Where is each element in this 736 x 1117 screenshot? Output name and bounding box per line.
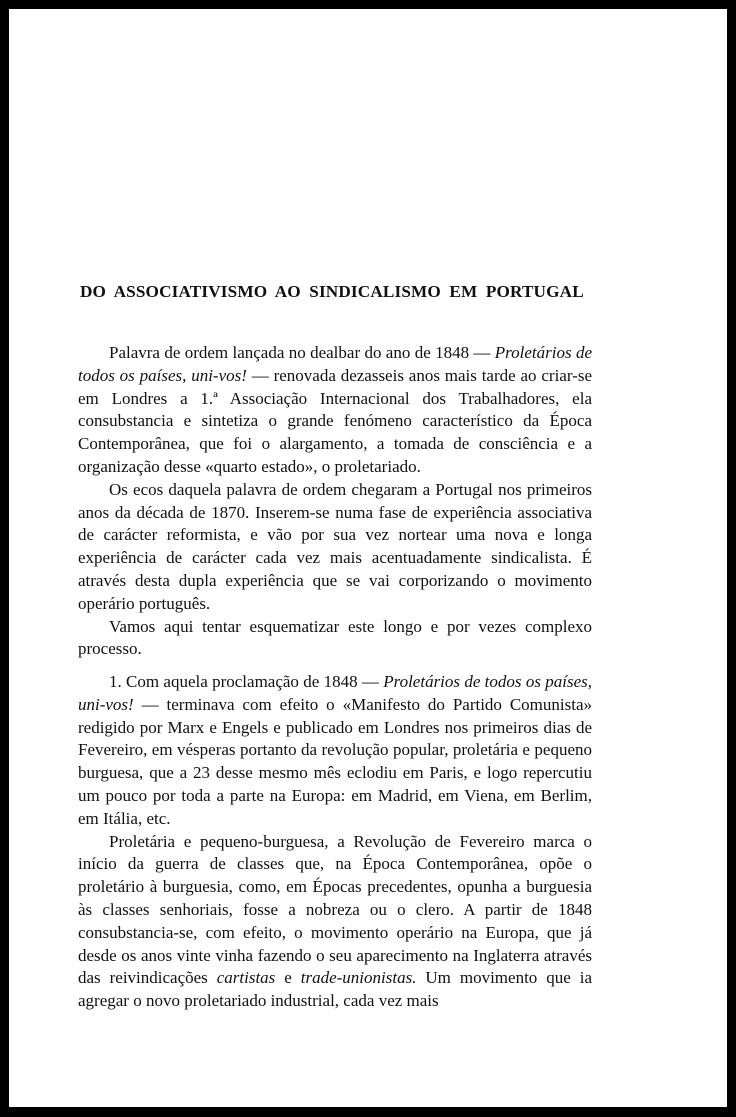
- italic-term: cartistas: [216, 968, 276, 988]
- text-run: Os ecos daquela palavra de ordem chegaram a Portugal nos primeiros anos da década de 1870. Inserem-se numa fase de experiência associativa de carácter reformista, e vão por sua vez nortear uma nova e longa experiência de carácter cada vez mais acentuadamente sindicalista. É através desta dupla experiência que se vai corporizando o movimento operário português.: [78, 479, 592, 613]
- text-run: e: [275, 968, 301, 988]
- text-run: Um movimento que ia agregar o novo proletariado industrial, cada vez mais: [78, 968, 592, 1011]
- text-run: 1. Com aquela proclamação de 1848 —: [109, 672, 384, 691]
- text-run: Vamos aqui tentar esquematizar este longo e por vezes complexo processo.: [78, 616, 592, 659]
- text-run: — terminava com efeito o «Manifesto do Partido Comunista» redigido por Marx e Engels e publicado em Londres nos primeiros dias de Fevereiro, em vésperas portanto da revolução popular, proletária e pequeno burguesa, que a 23 desse mesmo mês eclodiu em Paris, e logo repercutiu um pouco por toda a parte na Europa: em Madrid, em Viena, em Berlim, em Itália, etc.: [78, 694, 592, 828]
- paragraph: [78, 671, 592, 831]
- document-title: DO ASSOCIATIVISMO AO SINDICALISMO EM PORTUGAL: [80, 282, 584, 301]
- paragraph: [78, 616, 592, 662]
- text-run: Palavra de ordem lançada no dealbar do ano de 1848 —: [109, 343, 495, 362]
- text-run: — renovada dezasseis anos mais tarde ao criar-se em Londres a 1.ª Associação Internacional dos Trabalhadores, ela consubstancia e sintetiza o grande fenómeno característico da Época Contemporânea, que foi o alargamento, a tomada de consciência e a organização desse «quarto estado», o proletariado.: [78, 365, 592, 476]
- paragraph: [78, 479, 592, 616]
- italic-quote: Proletários de todos os países, uni-vos!: [78, 672, 592, 714]
- paragraph: [78, 831, 592, 1013]
- italic-quote: Proletários de todos os países, uni-vos!: [78, 343, 592, 385]
- text-run: Proletária e pequeno-burguesa, a Revolução de Fevereiro marca o início da guerra de classes que, na Época Contemporânea, opõe o proletário à burguesia, como, em Épocas precedentes, opunha a burguesia às classes senhoriais, fosse a nobreza ou o clero. A partir de 1848 consubstancia-se, com efeito, o movimento operário na Europa, que já desde os anos vinte vinha fazendo o seu aparecimento na Inglaterra através das reivindicações: [78, 831, 592, 988]
- paragraph: [78, 342, 592, 479]
- intro-section: [78, 342, 592, 661]
- section-1: [78, 671, 592, 1013]
- italic-term: trade-unionistas.: [300, 968, 417, 988]
- document-page: [9, 9, 727, 1107]
